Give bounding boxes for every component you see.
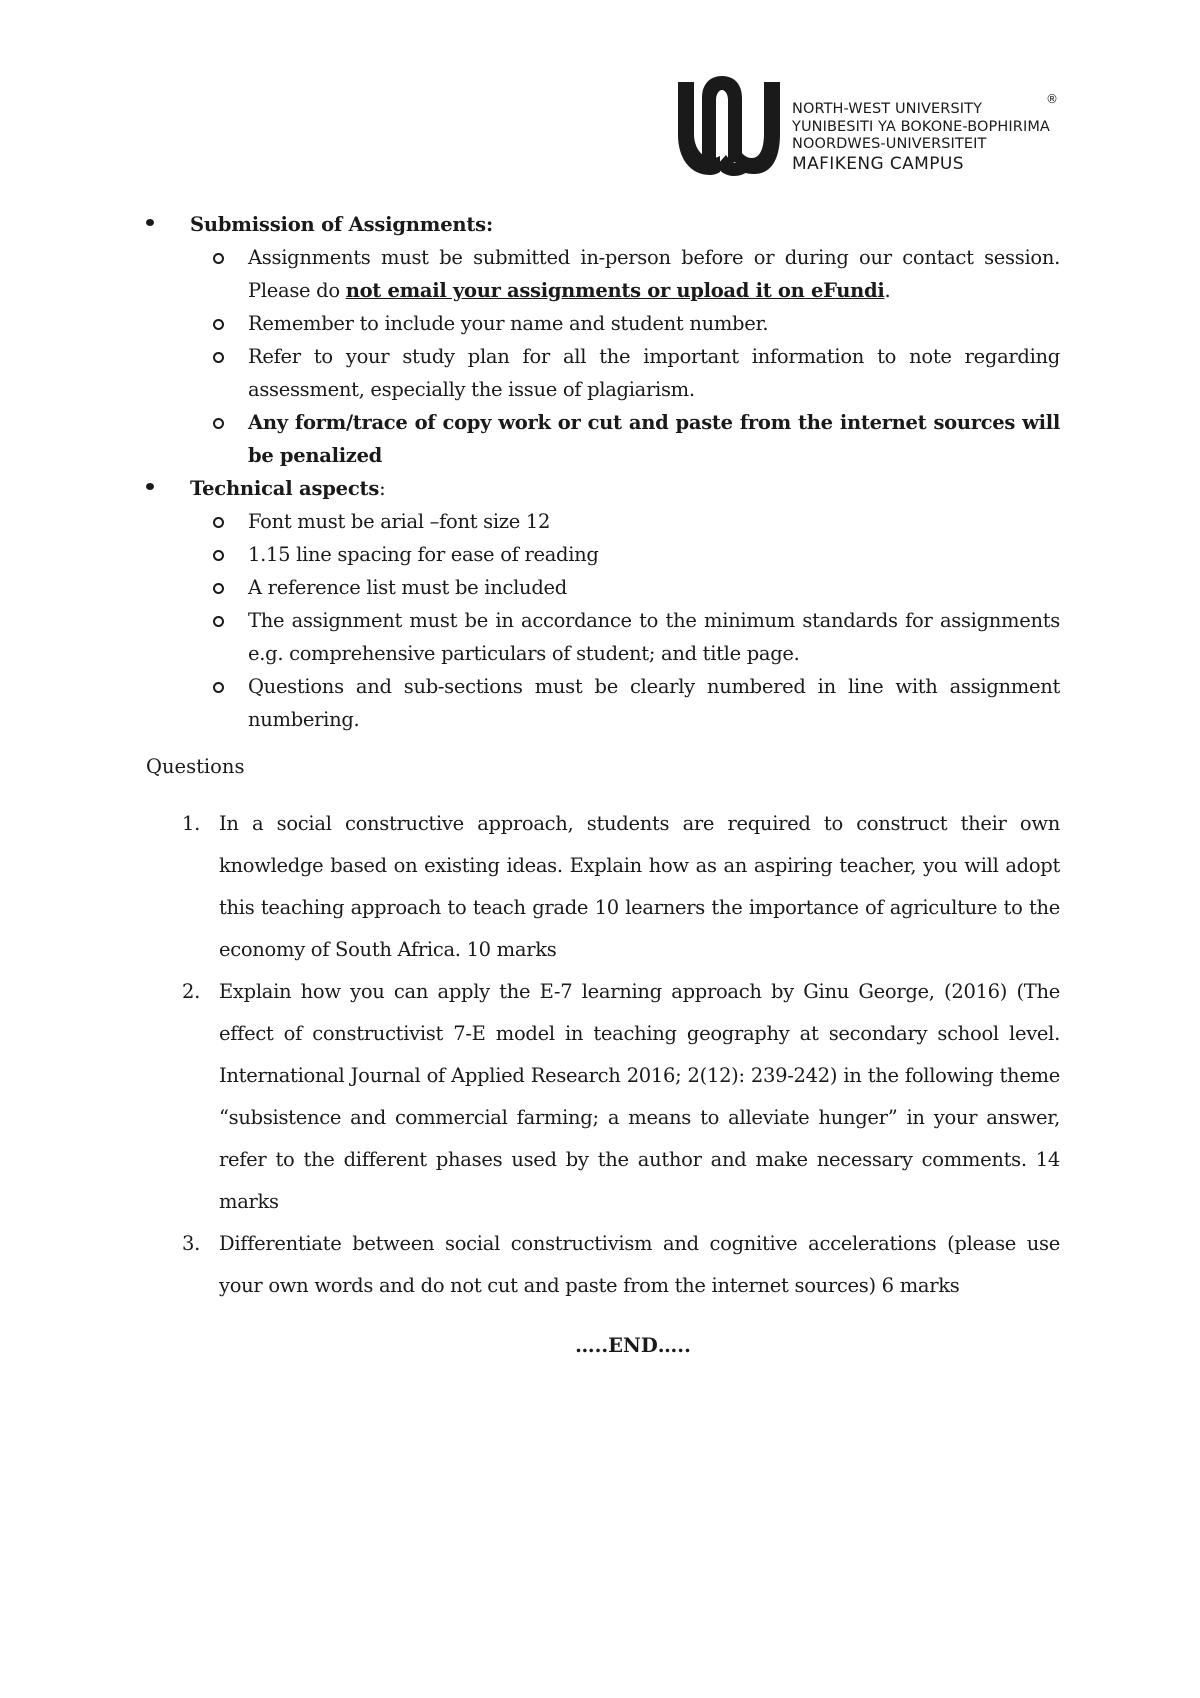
submission-section: [146, 208, 1060, 472]
questions-title: Questions: [146, 755, 245, 778]
technical-item-4: The assignment must be in accordance to the minimum standards for assignments e.g. comprehensive particulars of student; and title page.: [248, 609, 1060, 665]
list-item: [248, 670, 1060, 736]
list-item: [248, 241, 1060, 307]
circle-bullet-icon: [213, 352, 224, 363]
submission-item-3: Refer to your study plan for all the important information to note regarding assessment, especially the issue of plagiarism.: [248, 345, 1060, 401]
technical-item-2: 1.15 line spacing for ease of reading: [248, 543, 599, 566]
question-text: Explain how you can apply the E-7 learning approach by Ginu George, (2016) (The effect of constructivist 7-E model in teaching geography at secondary school level. International Journal of Applied Research 2016; 2(12): 239-242) in the following theme “subsistence and commercial farming; a means to alleviate hunger” in your answer, refer to the different phases used by the author and make necessary comments. 14 marks: [219, 980, 1060, 1213]
question-number: 2.: [182, 980, 201, 1003]
nwu-logo-mark-icon: [672, 70, 784, 182]
end-marker: …..END…..: [575, 1334, 691, 1357]
question-text: Differentiate between social constructivism and cognitive accelerations (please use your own words and do not cut and paste from the internet sources) 6 marks: [219, 1232, 1060, 1297]
technical-heading-colon: :: [379, 477, 386, 500]
circle-bullet-icon: [213, 517, 224, 528]
logo-text: [792, 101, 1050, 174]
technical-heading: [190, 472, 1060, 505]
logo-line-yunibesiti: YUNIBESITI YA BOKONE-BOPHIRIMA: [792, 118, 1050, 135]
bullet-icon: [146, 483, 154, 490]
question-number: 3.: [182, 1232, 201, 1255]
list-item: [248, 340, 1060, 406]
list-item: [248, 307, 1060, 340]
submission-item-1-emphasis: not email your assignments or upload it on eFundi: [345, 279, 885, 302]
circle-bullet-icon: [213, 583, 224, 594]
question-text: In a social constructive approach, students are required to construct their own knowledge based on existing ideas. Explain how as an aspiring teacher, you will adopt this teaching approach to teach grade 10 learners the importance of agriculture to the economy of South Africa. 10 marks: [219, 812, 1060, 961]
logo-line-campus: MAFIKENG CAMPUS: [792, 153, 964, 174]
technical-list: [146, 505, 1060, 736]
question-number: 1.: [182, 812, 201, 835]
technical-item-5: Questions and sub-sections must be clearly numbered in line with assignment numbering.: [248, 675, 1060, 731]
submission-item-1-before: Assignments must be submitted in-person before or during our contact session. Please do: [248, 246, 1060, 302]
question-item: [182, 971, 1060, 1223]
circle-bullet-icon: [213, 550, 224, 561]
registered-mark: ®: [1046, 92, 1058, 106]
document-body: [146, 208, 1060, 1362]
circle-bullet-icon: [213, 418, 224, 429]
university-logo: [672, 70, 1072, 182]
logo-line-noordwes: NOORDWES-UNIVERSITEIT: [792, 136, 987, 152]
list-item: [248, 538, 1060, 571]
bullet-icon: [146, 219, 154, 226]
questions-list: [146, 803, 1060, 1307]
circle-bullet-icon: [213, 253, 224, 264]
question-item: [182, 1223, 1060, 1307]
submission-list: [146, 241, 1060, 472]
list-item: [248, 406, 1060, 472]
list-item: [248, 604, 1060, 670]
submission-item-1-after: .: [884, 279, 891, 302]
technical-item-1: Font must be arial –font size 12: [248, 510, 551, 533]
circle-bullet-icon: [213, 682, 224, 693]
circle-bullet-icon: [213, 616, 224, 627]
submission-item-4: Any form/trace of copy work or cut and paste from the internet sources will be penalized: [248, 411, 1060, 467]
submission-heading: Submission of Assignments:: [190, 213, 493, 236]
technical-section: [146, 472, 1060, 736]
submission-item-2: Remember to include your name and student number.: [248, 312, 769, 335]
technical-heading-text: Technical aspects: [190, 477, 380, 500]
technical-item-3: A reference list must be included: [248, 576, 567, 599]
list-item: [248, 505, 1060, 538]
list-item: [248, 571, 1060, 604]
circle-bullet-icon: [213, 319, 224, 330]
logo-line-university: NORTH-WEST UNIVERSITY: [792, 101, 983, 117]
question-item: [182, 803, 1060, 971]
